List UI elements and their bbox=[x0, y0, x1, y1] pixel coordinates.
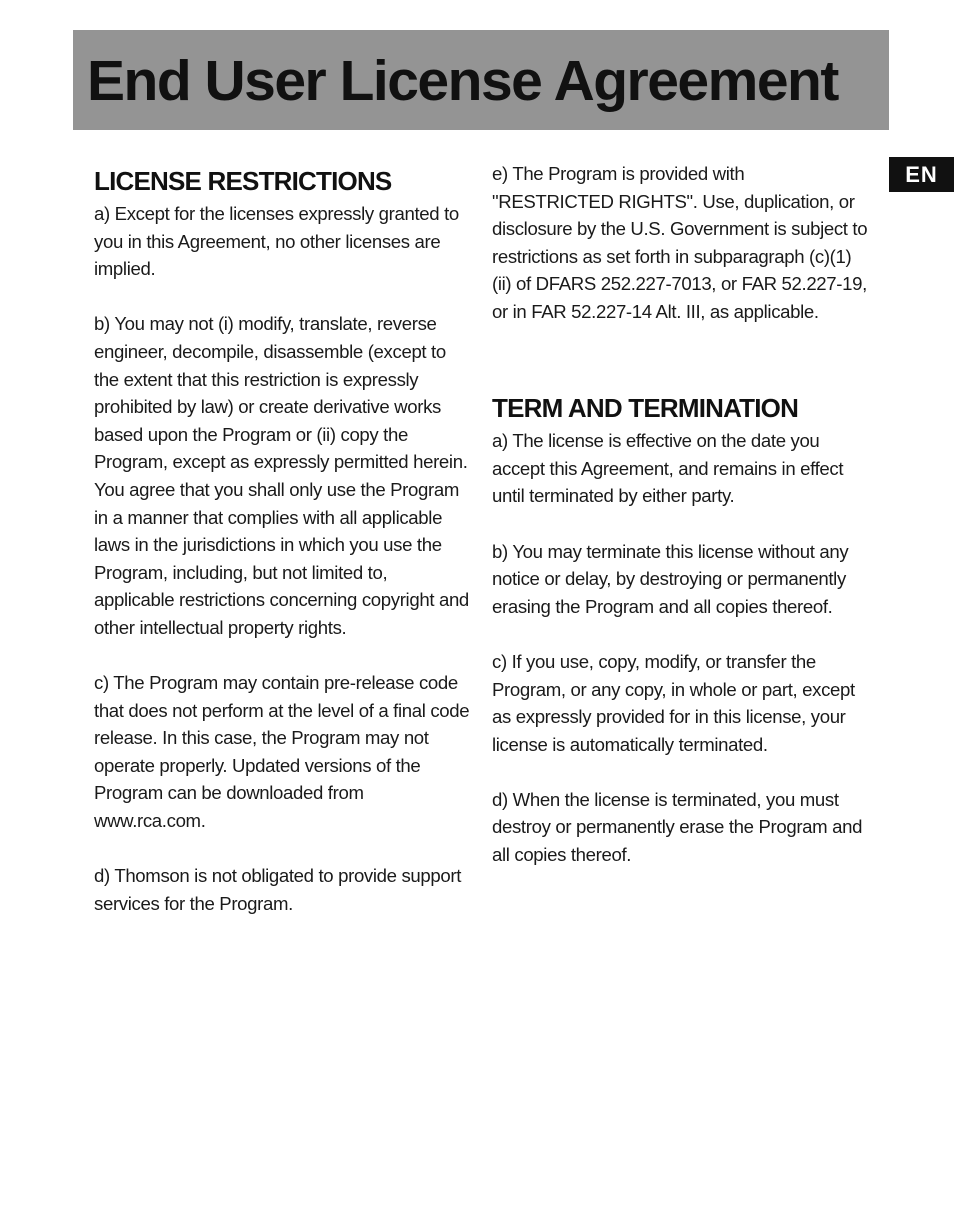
page-title: End User License Agreement bbox=[87, 49, 838, 113]
term-and-termination-heading: TERM AND TERMINATION bbox=[492, 393, 799, 424]
title-banner bbox=[73, 30, 889, 130]
term-paragraph-d: d) When the license is terminated, you must destroy or permanently erase the Program and all copies thereof. bbox=[492, 788, 863, 866]
term-paragraph-b: b) You may terminate this license without any notice or delay, by destroying or permanently erasing the Program and all copies thereof. bbox=[492, 540, 849, 617]
left-column bbox=[94, 160, 472, 945]
license-restrictions-paragraph-d: d) Thomson is not obligated to provide support services for the Program. bbox=[94, 865, 462, 914]
license-restrictions-paragraph-c: c) The Program may contain pre-release code that does not perform at the level of a final code release. In this case, the Program may not operate properly. Updated versions of the Program can be downloaded from www.rca.com. bbox=[94, 672, 470, 832]
term-paragraph-c: c) If you use, copy, modify, or transfer the Program, or any copy, in whole or part, except as expressly provided for in this license, your license is automatically terminated. bbox=[492, 650, 855, 755]
license-restrictions-heading: LICENSE RESTRICTIONS bbox=[94, 166, 392, 196]
license-restrictions-paragraph-b: b) You may not (i) modify, translate, reverse engineer, decompile, disassemble (except to the extent that this restriction is expressly prohibited by law) or create derivative works based upon the Program or (ii) copy the Program, except as expressly permitted herein. You agree that you shall only use the Program in a manner that complies with all applicable laws in the jurisdictions in which you use the Program, including, but not limited to, applicable restrictions concerning copyright and other intellectual property rights. bbox=[94, 313, 469, 638]
right-column bbox=[492, 160, 870, 896]
license-restrictions-paragraph-e: e) The Program is provided with "RESTRICTED RIGHTS". Use, duplication, or disclosure by the U.S. Government is subject to restrictions as set forth in subparagraph (c)(1)(ii) of DFARS 252.227-7013, or FAR 52.227-19, or in FAR 52.227-14 Alt. III, as applicable. bbox=[492, 163, 868, 322]
language-tab: EN bbox=[889, 157, 954, 192]
term-paragraph-a: a) The license is effective on the date you accept this Agreement, and remains in effect until terminated by either party. bbox=[492, 430, 844, 507]
license-restrictions-paragraph-a: a) Except for the licenses expressly granted to you in this Agreement, no other licenses are implied. bbox=[94, 203, 459, 280]
